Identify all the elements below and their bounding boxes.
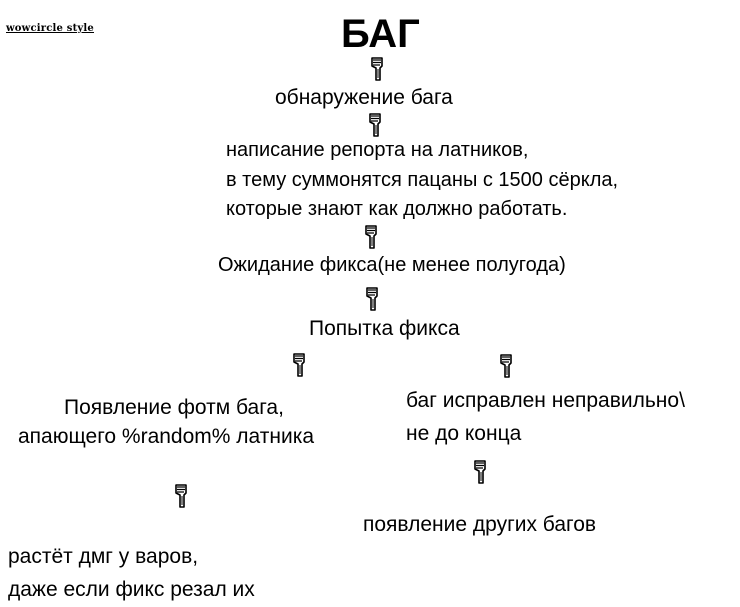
node-report-line1: написание репорта на латников, <box>226 139 529 161</box>
node-other-bugs: появление других багов <box>363 513 597 536</box>
pointing-hand-down-icon <box>363 224 379 250</box>
pointing-hand-down-icon <box>364 286 380 312</box>
node-wrong-fix-line1: баг исправлен неправильно\ <box>406 389 685 412</box>
node-report-line3: которые знают как должно работать. <box>226 198 568 220</box>
node-fix-attempt: Попытка фикса <box>309 317 460 340</box>
pointing-hand-down-icon <box>498 353 514 379</box>
node-fotm-line1: Появление фотм бага, <box>64 396 284 419</box>
node-warrior-line2: даже если фикс резал их <box>8 578 255 601</box>
pointing-hand-down-icon <box>291 352 307 378</box>
node-discovery: обнаружение бага <box>275 86 453 109</box>
pointing-hand-down-icon <box>367 112 383 138</box>
pointing-hand-down-icon <box>369 56 385 82</box>
node-wrong-fix-line2: не до конца <box>406 422 522 445</box>
diagram-title: БАГ <box>341 12 420 56</box>
pointing-hand-down-icon <box>472 459 488 485</box>
node-warrior-line1: растёт дмг у варов, <box>8 545 199 568</box>
node-report-line2: в тему суммонятся пацаны с 1500 сёркла, <box>226 169 619 191</box>
watermark-text: wowcircle style <box>6 23 94 34</box>
pointing-hand-down-icon <box>173 483 189 509</box>
node-waiting: Ожидание фикса(не менее полугода) <box>218 254 566 276</box>
node-fotm-line2: апающего %random% латника <box>18 425 315 448</box>
